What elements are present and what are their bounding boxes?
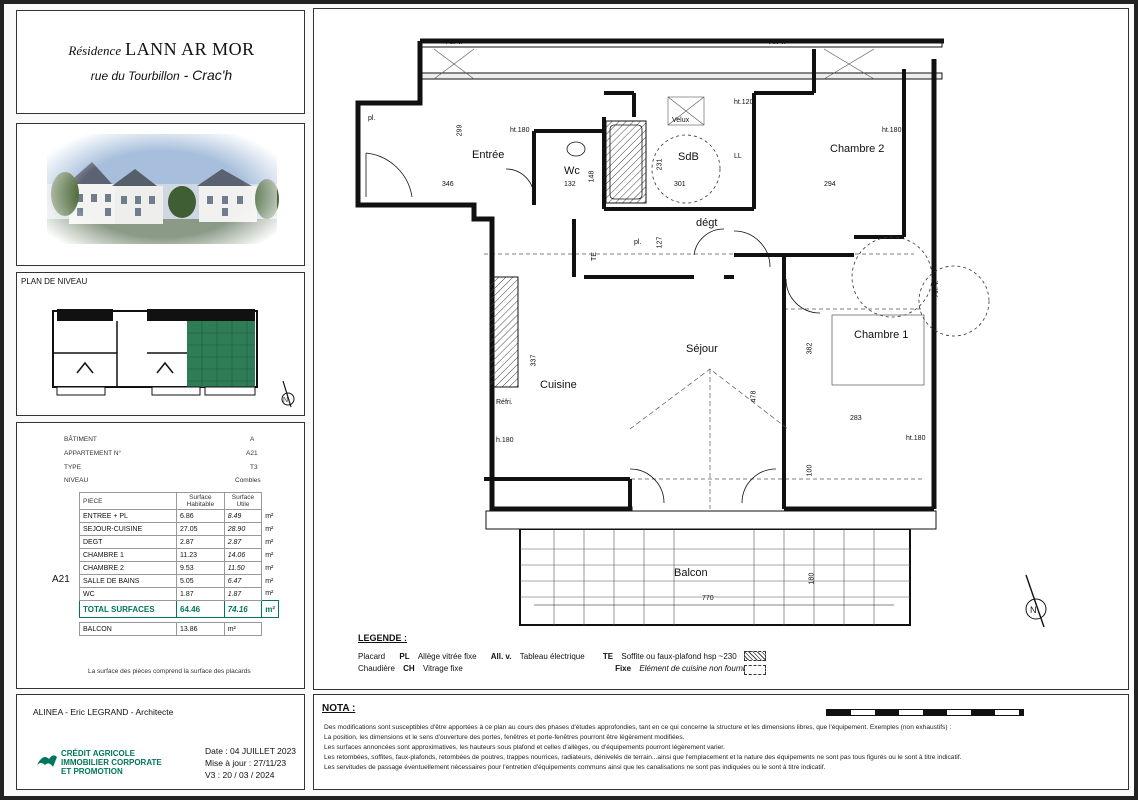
legend-hatch-swatch <box>744 651 766 661</box>
piece-utile: 2.87 <box>224 536 262 549</box>
meta-value-appartement: A21 <box>246 450 258 457</box>
table-row <box>80 549 279 562</box>
dim-337: 337 <box>530 354 538 367</box>
piece-unit: m² <box>265 551 274 559</box>
room-sdb: SdB <box>678 151 699 163</box>
tag-allv-right: All. v. <box>769 39 786 46</box>
dim-148: 148 <box>588 170 596 183</box>
surface-note: La surface des pièces comprend la surface des placards <box>88 668 251 675</box>
dim-299: 299 <box>456 124 464 137</box>
room-chambre1: Chambre 1 <box>854 329 909 341</box>
legend-title: LEGENDE : <box>358 633 408 643</box>
nota-line-4: Les retombées, soffites, faux-plafonds, retombées de poutres, trappes nourrices, radiateurs, dénivelés de terrain...ainsi que l'emplacement et la nature des équipements ne sont pas tous figurés ou le sont à titre indicatif. <box>324 754 962 761</box>
piece-name: WC <box>80 588 177 601</box>
dim-231: 231 <box>656 158 664 171</box>
room-entree: Entrée <box>472 149 505 161</box>
meta-value-niveau: Combles <box>235 477 261 484</box>
dim-132: 132 <box>564 181 576 188</box>
floor-plan-box <box>313 8 1129 690</box>
table-row <box>80 523 279 536</box>
dim-294: 294 <box>824 181 836 188</box>
piece-utile: 1.87 <box>224 588 262 601</box>
piece-hab: 1.87 <box>177 588 225 601</box>
legend-fixe-text: Elément de cuisine non fourni <box>639 664 745 673</box>
scale-bar <box>826 709 1024 716</box>
architect: ALINEA - Eric LEGRAND - Architecte <box>33 707 174 717</box>
header-box <box>16 10 305 114</box>
table-row <box>80 510 279 523</box>
piece-name: CHAMBRE 1 <box>80 549 177 562</box>
dim-283: 283 <box>850 415 862 422</box>
table-row <box>80 575 279 588</box>
balcon-value: 13.86 <box>177 623 225 636</box>
north-arrow-icon <box>1026 575 1046 627</box>
piece-unit: m² <box>265 590 274 598</box>
tag-pl-degt: pl. <box>634 239 642 246</box>
meta-label-batiment: BÂTIMENT <box>64 436 97 443</box>
brand-line-1: CRÉDIT AGRICOLE <box>61 749 135 758</box>
street: rue du Tourbillon <box>90 69 180 83</box>
piece-unit: m² <box>265 564 274 572</box>
legend-pl-code: PL <box>399 652 410 661</box>
room-balcon: Balcon <box>674 567 708 579</box>
meta-label-type: TYPE <box>64 464 81 471</box>
piece-utile: 28.90 <box>224 523 262 536</box>
room-cuisine: Cuisine <box>540 379 577 391</box>
nota-line-2: La position, les dimensions et le sens d'ouverture des portes, fenêtres et porte-fenêtres pourront être légèrement modifiées. <box>324 734 685 741</box>
room-degt: dégt <box>696 217 718 229</box>
dim-100: 100 <box>806 464 814 477</box>
legend-allv-code: All. v. <box>490 652 512 661</box>
meta-label-niveau: NIVEAU <box>64 477 89 484</box>
floor-plan <box>314 9 1128 689</box>
apartment-code: A21 <box>52 574 70 585</box>
legend-ch-text: Vitrage fixe <box>422 664 463 673</box>
rendering-box <box>16 123 305 266</box>
tag-allv-left: All. v. <box>446 39 463 46</box>
piece-hab: 9.53 <box>177 562 225 575</box>
legend-placard: Placard <box>358 652 386 661</box>
piece-name: ENTREE + PL <box>80 510 177 523</box>
piece-unit: m² <box>265 577 274 585</box>
tag-h180: h.180 <box>496 437 514 444</box>
legend-allv-text: Tableau électrique <box>519 652 585 661</box>
piece-hab: 5.05 <box>177 575 225 588</box>
dim-382: 382 <box>806 342 814 355</box>
piece-utile: 11.50 <box>224 562 262 575</box>
tag-ht120: ht.120 <box>734 99 754 106</box>
tag-ht180-ch2: ht.180 <box>882 127 902 134</box>
piece-hab: 27.05 <box>177 523 225 536</box>
dim-770: 770 <box>702 595 714 602</box>
col-hab: Surface Habitable <box>177 493 225 510</box>
balcon-row <box>80 623 279 636</box>
total-utile: 74.16 <box>224 601 262 618</box>
dim-301: 301 <box>674 181 686 188</box>
plan-version: V3 : 20 / 03 / 2024 <box>205 770 275 780</box>
tag-ll: LL <box>734 153 742 160</box>
nota-box <box>313 694 1129 790</box>
level-plan-thumbnail <box>17 273 304 415</box>
dim-478: 478 <box>750 390 758 403</box>
balcon-label: BALCON <box>80 623 177 636</box>
legend-fixe-code: Fixe <box>615 664 632 673</box>
legend-ch-code: CH <box>403 664 415 673</box>
dim-180: 180 <box>808 572 816 585</box>
total-hab: 64.46 <box>177 601 225 618</box>
legend-dashed-swatch <box>744 665 766 675</box>
piece-utile: 14.06 <box>224 549 262 562</box>
total-unit: m² <box>262 601 279 618</box>
piece-utile: 8.49 <box>224 510 262 523</box>
tag-allv-side: All. v. <box>932 280 940 297</box>
balcon-unit: m² <box>224 623 262 636</box>
piece-name: SALLE DE BAINS <box>80 575 177 588</box>
col-piece: PIECE <box>80 493 177 510</box>
residence-name: LANN AR MOR <box>125 39 255 59</box>
surfaces-table <box>79 492 279 636</box>
dim-127: 127 <box>656 236 664 249</box>
legend-te-text: Soffite ou faux-plafond hsp ~230 <box>621 652 737 661</box>
tag-ht180-entree: ht.180 <box>510 127 530 134</box>
legend-chaudiere: Chaudière <box>358 664 395 673</box>
city: - Crac'h <box>179 67 233 83</box>
piece-name: CHAMBRE 2 <box>80 562 177 575</box>
surfaces-header-row <box>80 493 279 510</box>
meta-value-type: T3 <box>250 464 258 471</box>
piece-name: SEJOUR-CUISINE <box>80 523 177 536</box>
nota-line-1: Des modifications sont susceptibles d'être apportées à ce plan au cours des phases d'études approfondies, tant en ce qui concerne la structure et les dimensions libres, que l'équipement. Exemples (non exhaustifs) : <box>324 724 952 731</box>
nota-line-5: Les servitudes de passage éventuellement nécessaires pour l'entretien d'équipements communs ainsi que les canalisations ne sont pas indiquées ou le sont à titre indicatif. <box>324 764 826 771</box>
tag-te: TE <box>590 252 598 261</box>
legend-te-code: TE <box>602 652 614 661</box>
tag-ht180-ch1: ht.180 <box>906 435 926 442</box>
plan-update: Mise à jour : 27/11/23 <box>205 758 287 768</box>
tag-refri: Réfri. <box>496 399 513 406</box>
meta-label-appartement: APPARTEMENT N° <box>64 450 122 457</box>
piece-hab: 6.86 <box>177 510 225 523</box>
residence-prefix: Résidence <box>68 43 122 58</box>
room-wc: Wc <box>564 165 580 177</box>
total-row <box>80 601 279 618</box>
svg-text:N: N <box>283 397 289 404</box>
meta-value-batiment: A <box>250 436 255 443</box>
level-plan-title: PLAN DE NIVEAU <box>21 277 88 286</box>
tag-velux: Velux <box>672 117 690 124</box>
credits-box <box>16 694 305 790</box>
legend-pl-text: Allège vitrée fixe <box>417 652 477 661</box>
col-utile: Surface Utile <box>224 493 262 510</box>
nota-line-3: Les surfaces annoncées sont approximatives, les hauteurs sous plafond et celles d'allèges, ou d'équipements pourront légèrement varier. <box>324 744 725 751</box>
svg-text:N: N <box>1030 605 1037 615</box>
brand-logo-icon <box>35 751 59 769</box>
room-sejour: Séjour <box>686 343 718 355</box>
piece-name: DEGT <box>80 536 177 549</box>
brand-line-2: IMMOBILIER CORPORATE <box>61 758 162 767</box>
piece-unit: m² <box>265 512 274 520</box>
level-plan-box <box>16 272 305 416</box>
piece-unit: m² <box>265 538 274 546</box>
piece-unit: m² <box>265 525 274 533</box>
total-label: TOTAL SURFACES <box>80 601 177 618</box>
piece-hab: 2.87 <box>177 536 225 549</box>
room-chambre2: Chambre 2 <box>830 143 885 155</box>
building-rendering <box>17 124 304 265</box>
nota-title: NOTA : <box>322 703 356 714</box>
plan-date: Date : 04 JUILLET 2023 <box>205 746 297 756</box>
table-row <box>80 536 279 549</box>
tag-pl-entree: pl. <box>368 115 376 122</box>
dim-346: 346 <box>442 181 454 188</box>
table-row <box>80 588 279 601</box>
table-row <box>80 562 279 575</box>
piece-utile: 6.47 <box>224 575 262 588</box>
piece-hab: 11.23 <box>177 549 225 562</box>
brand-line-3: ET PROMOTION <box>61 767 123 776</box>
